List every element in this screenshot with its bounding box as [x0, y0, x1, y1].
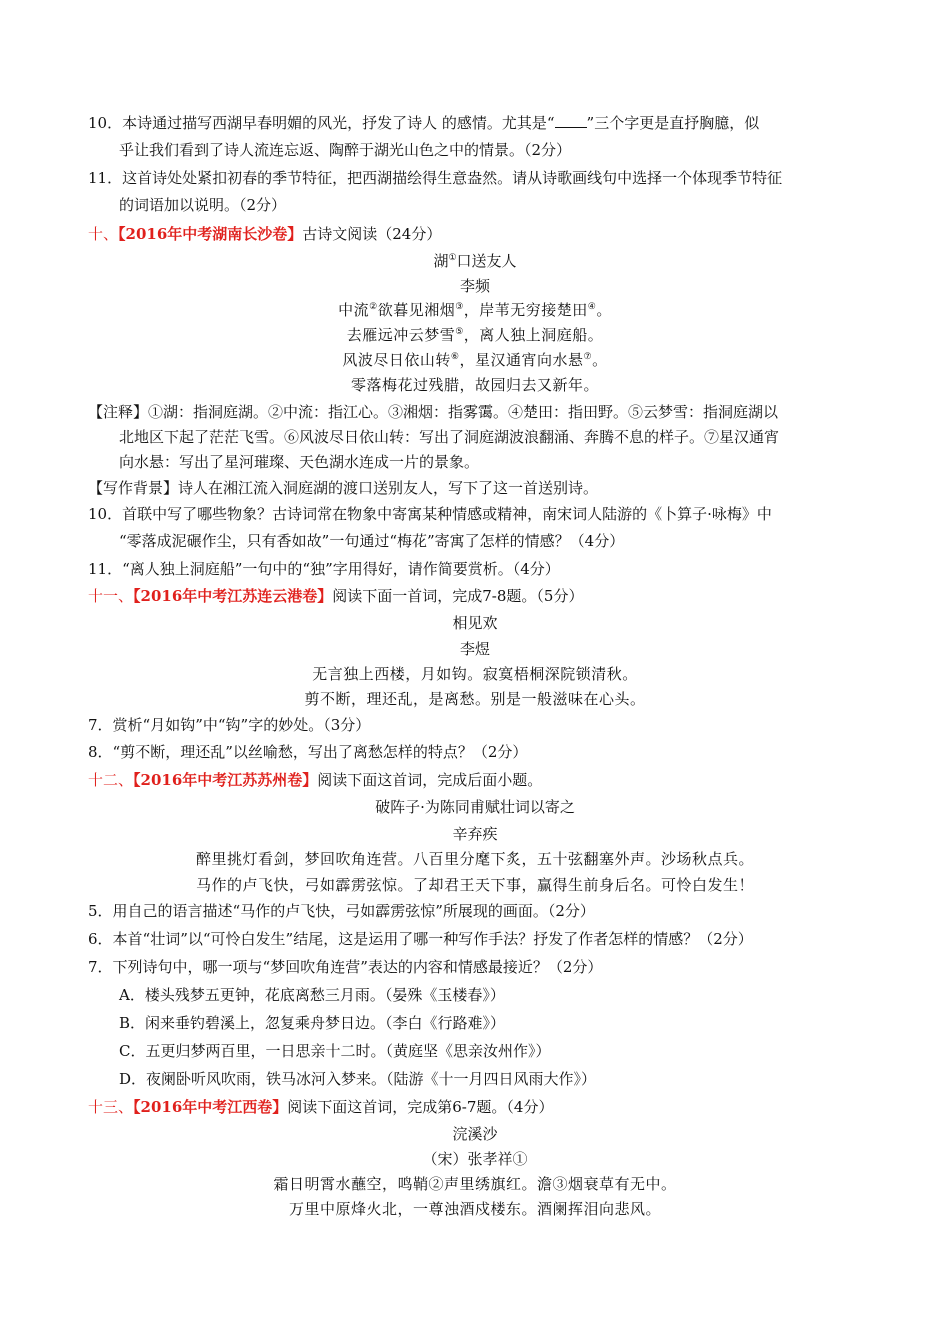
poem-title: 湖①口送友人 — [433, 252, 517, 270]
option-d: D．夜阑卧听风吹雨，铁马冰河入梦来。（陆游《十一月四日风雨大作》） — [119, 1070, 597, 1088]
section-number: 十二、 — [88, 771, 134, 789]
section-instruction: 阅读下面一首词，完成7-8题。（5分） — [332, 587, 584, 605]
poem-verse: 马作的卢飞快，弓如霹雳弦惊。了却君王天下事，赢得生前身后名。可怜白发生！ — [195, 876, 754, 894]
question-10-a-cont: 乎让我们看到了诗人流连忘返、陶醉于湖光山色之中的情景。（2分） — [119, 141, 572, 159]
question-10-b: 10．首联中写了哪些物象？古诗词常在物象中寄寓某种情感或精神，南宋词人陆游的《卜算子·咏梅》中 — [88, 505, 772, 523]
poem-verse: 零落梅花过残腊，故园归去又新年。 — [350, 376, 599, 394]
exam-source: 【2016年中考江苏苏州卷】 — [133, 771, 318, 789]
question-8-a: 8．“剪不断，理还乱”以丝喻愁，写出了离愁怎样的特点？（2分） — [88, 743, 528, 761]
poem-verse: 剪不断，理还乱，是离愁。别是一般滋味在心头。 — [304, 690, 646, 708]
annotation: 【注释】①湖：指洞庭湖。②中流：指江心。③湘烟：指雾霭。④楚田：指田野。⑤云梦雪：指洞庭湖以 — [88, 403, 779, 421]
question-11-a-cont: 的词语加以说明。（2分） — [119, 196, 287, 214]
poem-verse: 醉里挑灯看剑，梦回吹角连营。八百里分麾下炙，五十弦翻塞外声。沙场秋点兵。 — [195, 850, 754, 868]
section-13-heading — [88, 1096, 553, 1118]
poem-author: 李频 — [459, 277, 490, 295]
section-instruction: 阅读下面这首词，完成第6-7题。（4分） — [287, 1098, 554, 1116]
question-7-a: 7．赏析“月如钩”中“钩”字的妙处。（3分） — [88, 716, 371, 734]
question-text: ”三个字更是直抒胸臆，似 — [586, 114, 760, 132]
question-11-b: 11．“离人独上洞庭船”一句中的“独”字用得好，请作简要赏析。（4分） — [88, 560, 560, 578]
option-a: A．楼头残梦五更钟，花底离愁三月雨。（晏殊《玉楼春》） — [119, 986, 505, 1004]
exam-source: 【2016年中考江苏连云港卷】 — [133, 587, 333, 605]
section-number: 十三、 — [88, 1098, 134, 1116]
section-number: 十一、 — [88, 587, 134, 605]
poem-verse: 霜日明霄水蘸空，鸣鞘②声里绣旗红。澹③烟衰草有无中。 — [273, 1175, 677, 1193]
poem-title: 破阵子·为陈同甫赋壮词以寄之 — [375, 798, 575, 816]
question-6: 6．本首“壮词”以“可怜白发生”结尾，这是运用了哪一种写作手法？抒发了作者怎样的情感？（2分） — [88, 930, 753, 948]
option-b: B．闲来垂钓碧溪上，忽复乘舟梦日边。（李白《行路难》） — [119, 1014, 506, 1032]
question-5: 5．用自己的语言描述“马作的卢飞快，弓如霹雳弦惊”所展现的画面。（2分） — [88, 902, 595, 920]
question-7-b: 7．下列诗句中，哪一项与“梦回吹角连营”表达的内容和情感最接近？（2分） — [88, 958, 603, 976]
section-instruction: 阅读下面这首词，完成后面小题。 — [317, 771, 543, 789]
section-12-heading — [88, 769, 542, 791]
question-10-b-cont: “零落成泥碾作尘，只有香如故”一句通过“梅花”寄寓了怎样的情感？（4分） — [119, 532, 625, 550]
writing-background: 【写作背景】诗人在湘江流入洞庭湖的渡口送别友人，写下了这一首送别诗。 — [88, 479, 599, 497]
section-10-heading — [88, 223, 441, 245]
poem-verse: 去雁远冲云梦雪⑤，离人独上洞庭船。 — [346, 326, 604, 344]
section-instruction: 古诗文阅读（24分） — [302, 225, 442, 243]
poem-verse: 中流②欲暮见湘烟③，岸苇无穷接楚田④。 — [338, 301, 612, 319]
poem-verse: 风波尽日依山转⑥，星汉通宵向水悬⑦。 — [342, 351, 608, 369]
section-11-heading — [88, 585, 583, 607]
poem-verse: 万里中原烽火北，一尊浊酒戍楼东。酒阑挥泪向悲风。 — [288, 1200, 661, 1218]
annotation-cont: 向水悬：写出了星河璀璨、天色湖水连成一片的景象。 — [119, 453, 480, 471]
exam-source: 【2016年中考江西卷】 — [133, 1098, 288, 1116]
question-11-a: 11．这首诗处处紧扣初春的季节特征，把西湖描绘得生意盎然。请从诗歌画线句中选择一个体现季节特征 — [88, 169, 783, 187]
poem-author: 辛弃疾 — [452, 825, 498, 843]
section-number: 十、 — [88, 225, 119, 243]
poem-verse: 无言独上西楼，月如钩。寂寞梧桐深院锁清秋。 — [312, 665, 638, 683]
poem-author: 李煜 — [459, 640, 490, 658]
question-10-a — [88, 112, 759, 134]
annotation-cont: 北地区下起了茫茫飞雪。⑥风波尽日依山转：写出了洞庭湖波浪翻涌、奔腾不息的样子。⑦星汉通宵 — [119, 428, 780, 446]
answer-blank — [555, 113, 587, 128]
poem-title: 浣溪沙 — [452, 1125, 498, 1143]
question-text: 10．本诗通过描写西湖早春明媚的风光，抒发了诗人 的感情。尤其是“ — [88, 114, 555, 132]
option-c: C．五更归梦两百里，一日思亲十二时。（黄庭坚《思亲汝州作》） — [119, 1042, 551, 1060]
exam-source: 【2016年中考湖南长沙卷】 — [118, 225, 303, 243]
poem-author: （宋）张孝祥① — [422, 1150, 528, 1168]
poem-title: 相见欢 — [452, 614, 498, 632]
